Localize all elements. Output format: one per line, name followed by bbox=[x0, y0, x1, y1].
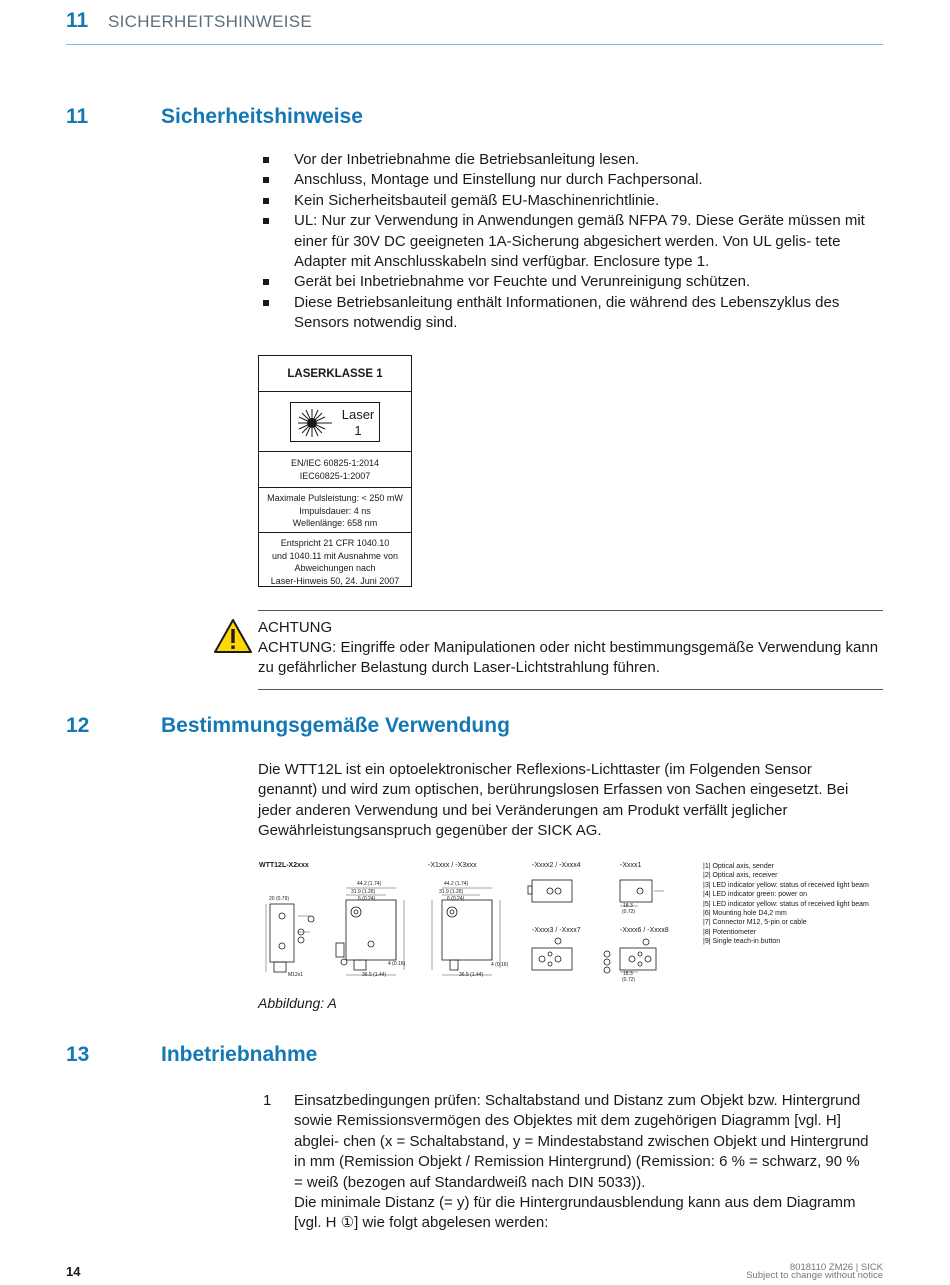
header-divider bbox=[66, 44, 883, 45]
list-item: Vor der Inbetriebnahme die Betriebsanleitung lesen. bbox=[259, 150, 889, 170]
header-chapter-title: SICHERHEITSHINWEISE bbox=[108, 12, 313, 31]
laser-warning-sign bbox=[259, 392, 411, 452]
section-12-title: Bestimmungsgemäße Verwendung bbox=[161, 714, 510, 737]
list-item: Gerät bei Inbetriebnahme vor Feuchte und Verunreinigung schützen. bbox=[259, 272, 889, 292]
warning-title: ACHTUNG bbox=[258, 619, 333, 636]
dim-label: 20 (0.79) bbox=[269, 896, 290, 902]
laser-sign-class: 1 bbox=[354, 423, 362, 438]
cfr-line: Laser-Hinweis 50, 24. Juni 2007 bbox=[270, 575, 400, 586]
intended-use-paragraph: Die WTT12L ist ein optoelektronischer Reflexions-Lichttaster (im Folgenden Sensor genannt) und wird zum optischen, berührungslosen Erfassen von Sachen eingesetzt. Bei jeder anderen Verwendung und bei Veränderungen am Produkt verfällt jeglicher Gewährleistungsanspruch gegenüber der SICK AG. bbox=[258, 761, 849, 840]
dimension-drawings-svg bbox=[258, 858, 698, 988]
list-item: UL: Nur zur Verwendung in Anwendungen gemäß NFPA 79. Diese Geräte müssen mit einer für 30V DC geeigneten 1A-Sicherung abgesichert werden. Von UL gelis- tete Adapter mit Anschlusskabeln sind verfügbar. Enclosure type 1. bbox=[259, 211, 874, 272]
spec-line: Impulsdauer: 4 ns bbox=[299, 505, 371, 516]
dim-label: 44.2 (1.74) bbox=[444, 881, 469, 887]
laser-label-title: LASERKLASSE 1 bbox=[259, 356, 411, 392]
list-item: Anschluss, Montage und Einstellung nur durch Fachpersonal. bbox=[259, 170, 889, 190]
laser-class-label bbox=[258, 355, 412, 587]
legend-item: |3| LED indicator yellow: status of received light beam bbox=[703, 881, 869, 889]
warning-divider-top bbox=[258, 610, 883, 611]
page-number: 14 bbox=[66, 1264, 81, 1279]
warning-triangle-icon bbox=[213, 618, 253, 654]
footer-doc-id: 8018110 ZM26 | SICK bbox=[789, 1262, 883, 1273]
dim-label: 36.5 (1.44) bbox=[459, 972, 484, 978]
legend-item: |2| Optical axis, receiver bbox=[703, 872, 778, 880]
dim-label: 31.9 (1.26) bbox=[439, 889, 464, 895]
legend-item: |4| LED indicator green: power on bbox=[703, 891, 808, 899]
laser-cfr-note bbox=[259, 533, 411, 587]
step-number: 1 bbox=[263, 1092, 272, 1109]
dim-label: 18.3 bbox=[623, 903, 633, 909]
figure-label-x1b: -Xxxx1 bbox=[620, 862, 642, 869]
safety-bullet-list bbox=[259, 150, 889, 334]
spec-line: Maximale Pulsleistung: < 250 mW bbox=[267, 493, 403, 503]
header-chapter-number: 11 bbox=[66, 9, 89, 32]
dim-label: 4 (0.16) bbox=[491, 962, 509, 968]
legend-item: |1| Optical axis, sender bbox=[703, 863, 774, 870]
laser-norms bbox=[259, 452, 411, 488]
laser-sign-text: Laser bbox=[341, 407, 375, 422]
dim-label: 6 (0.24) bbox=[447, 896, 465, 902]
legend-item: |5| LED indicator yellow: status of received light beam bbox=[703, 900, 869, 908]
norm-line: IEC60825-1:2007 bbox=[299, 470, 371, 481]
dim-label: M12x1 bbox=[288, 972, 304, 978]
figure-caption: Abbildung: A bbox=[258, 995, 337, 1011]
footer-notice: Subject to change without notice bbox=[746, 1270, 883, 1281]
legend-item: |8| Potentiometer bbox=[703, 928, 757, 936]
norm-line: EN/IEC 60825-1:2014 bbox=[290, 458, 380, 468]
figure-label-x24: -Xxxx2 / -Xxxx4 bbox=[532, 862, 581, 869]
section-13-title: Inbetriebnahme bbox=[161, 1043, 318, 1066]
cfr-line: und 1040.11 mit Ausnahme von bbox=[272, 550, 398, 561]
list-item: Diese Betriebsanleitung enthält Informationen, die während des Lebenszyklus des Sensors notwendig sind. bbox=[259, 293, 889, 334]
dim-label: 6 (0.24) bbox=[358, 896, 376, 902]
legend-item: |9| Single teach-in button bbox=[703, 938, 781, 946]
dim-label: (0.72) bbox=[622, 977, 636, 983]
dim-label: (0.72) bbox=[622, 909, 636, 915]
legend-item: |7| Connector M12, 5-pin or cable bbox=[703, 919, 807, 927]
dim-label: 4 (0.16) bbox=[388, 961, 406, 967]
list-item: Kein Sicherheitsbauteil gemäß EU-Maschinenrichtlinie. bbox=[259, 191, 889, 211]
dim-label: 31.9 (1.26) bbox=[351, 889, 376, 895]
warning-text: ACHTUNG: Eingriffe oder Manipulationen oder nicht bestimmungsgemäße Verwendung kann zu gefährlicher Belastung durch Laser-Lichtstrahlung führen. bbox=[258, 639, 879, 677]
dim-label: 44.2 (1.74) bbox=[357, 881, 382, 887]
warning-divider-bottom bbox=[258, 689, 883, 690]
dim-label: 18.3 bbox=[623, 971, 633, 977]
cfr-line: Entspricht 21 CFR 1040.10 bbox=[280, 538, 390, 548]
laser-starburst-icon bbox=[292, 403, 332, 443]
section-12-number: 12 bbox=[66, 714, 90, 737]
section-13-number: 13 bbox=[66, 1043, 90, 1066]
figure-label-main: WTT12L-X2xxx bbox=[259, 862, 309, 869]
section-11-number: 11 bbox=[66, 105, 89, 128]
step-paragraph: Die minimale Distanz (= y) für die Hintergrundausblendung kann aus dem Diagramm [vgl. H ①] wie folgt abgelesen werden: bbox=[294, 1194, 856, 1232]
legend-item: |6| Mounting hole D4,2 mm bbox=[703, 910, 787, 918]
figure-legend bbox=[703, 862, 893, 947]
figure-label-x1: -X1xxx / -X3xxx bbox=[428, 862, 477, 869]
figure-label-x68: -Xxxx6 / -Xxxx8 bbox=[620, 927, 669, 934]
dim-label: 36.5 (1.44) bbox=[362, 972, 387, 978]
section-11-title: Sicherheitshinweise bbox=[161, 105, 363, 128]
figure-label-x37: -Xxxx3 / -Xxxx7 bbox=[532, 927, 581, 934]
step-paragraph: Einsatzbedingungen prüfen: Schaltabstand und Distanz zum Objekt bzw. Hintergrund sowie Remissionsvermögen des Objektes mit dem zugehörigen Diagramm [vgl. H] abglei- chen (x = Schaltabstand, y = Mindestabstand zwischen Objekt und Hintergrund in mm (Remission Objekt / Remission Hintergrund) (Remission: 6 % = schwarz, 90 % = weiß (bezogen auf Standardweiß nach DIN 5033)). bbox=[294, 1092, 869, 1191]
dimension-drawing bbox=[258, 858, 888, 988]
cfr-line: Abweichungen nach bbox=[294, 563, 376, 573]
step-text bbox=[294, 1091, 870, 1234]
laser-specs bbox=[259, 488, 411, 533]
spec-line: Wellenlänge: 658 nm bbox=[292, 518, 378, 528]
